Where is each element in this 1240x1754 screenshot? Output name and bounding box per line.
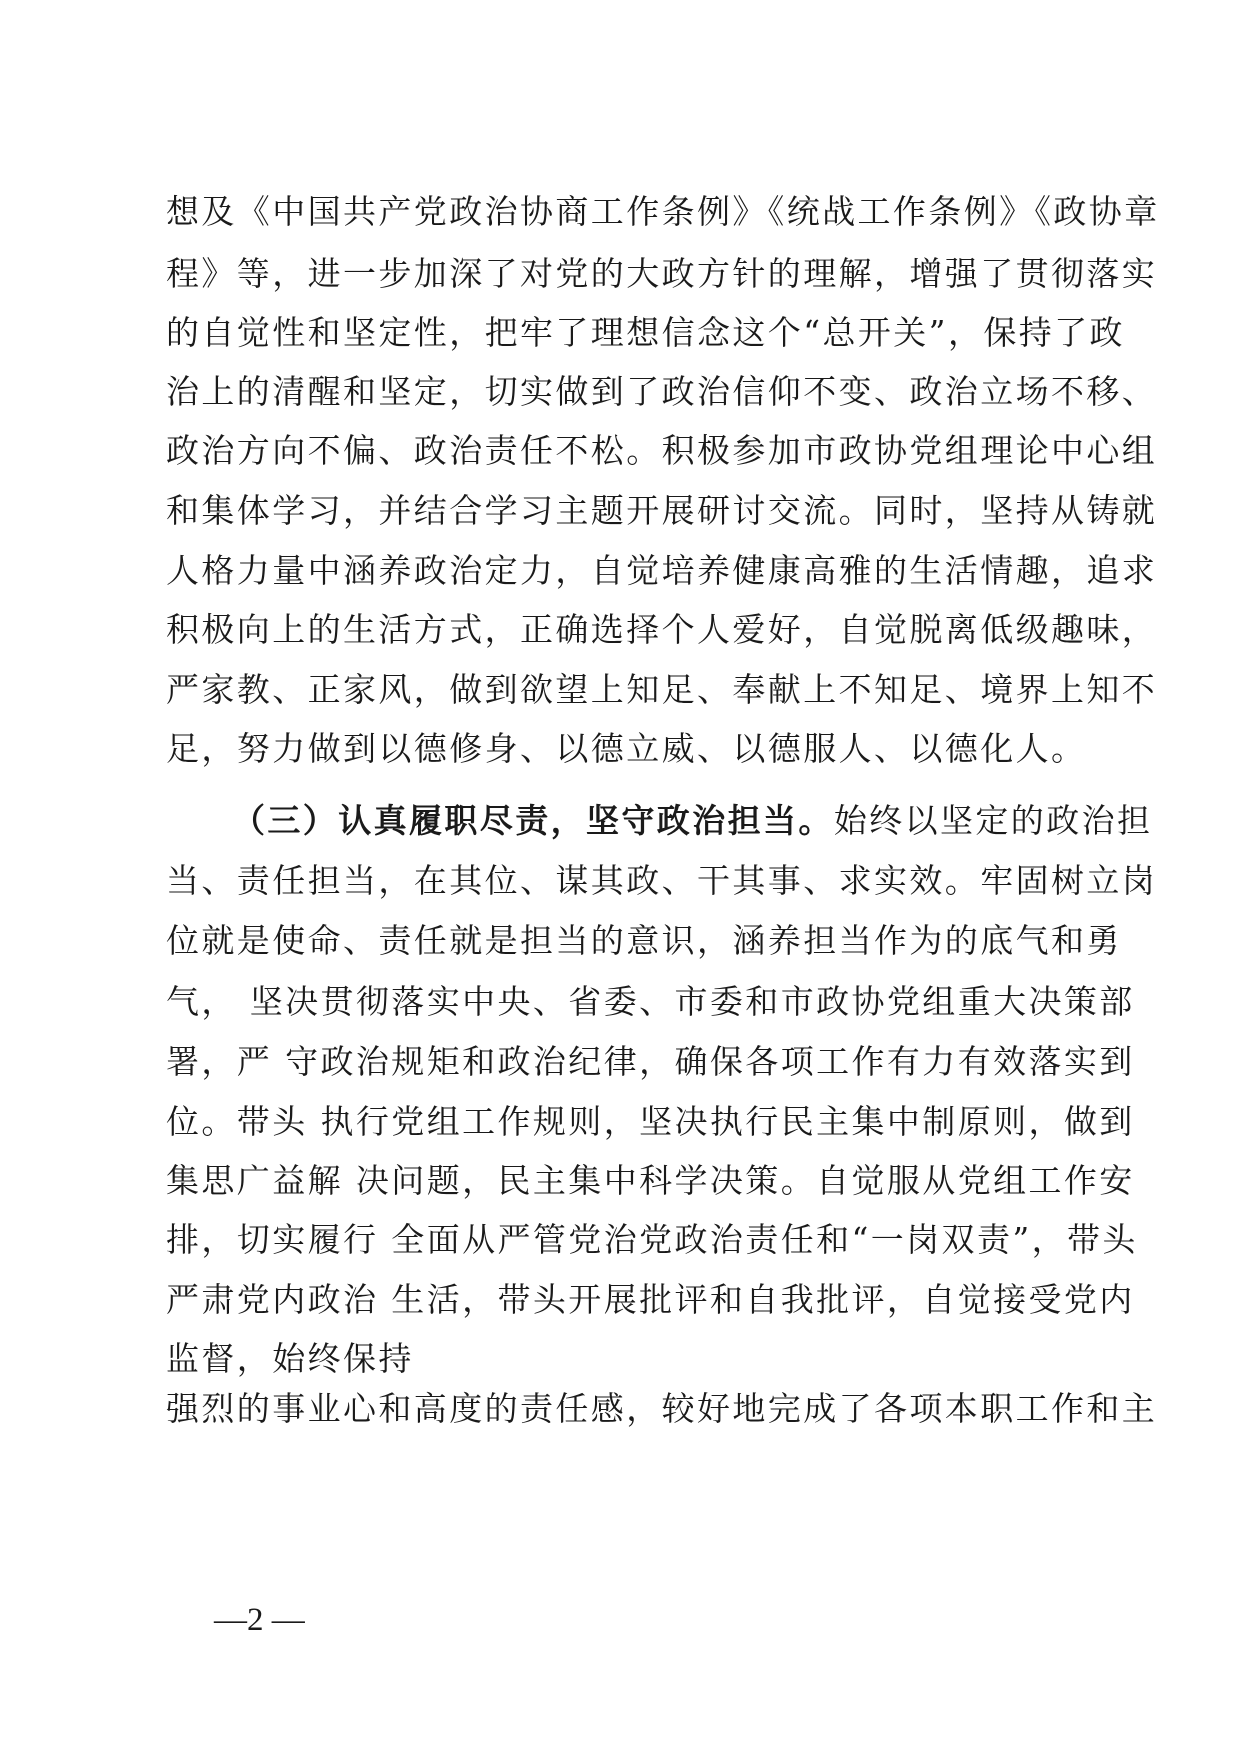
body-line-1: 想及《中国共产党政治协商工作条例》《统战工作条例》《政协章: [166, 192, 1160, 231]
section-line-9: 监督，始终保持: [166, 1339, 414, 1378]
section-line-8: 严肃党内政治 生活，带头开展批评和自我批评，自觉接受党内: [166, 1280, 1135, 1319]
body-line-7: 人格力量中涵养政治定力，自觉培养健康高雅的生活情趣，追求: [166, 551, 1158, 590]
body-line-2: 程》等，进一步加深了对党的大政方针的理解，增强了贯彻落实: [166, 254, 1158, 293]
section-line-6: 集思广益解 决问题，民主集中科学决策。自觉服从党组工作安: [166, 1161, 1135, 1200]
section-line-3: 气， 坚决贯彻落实中央、省委、市委和市政协党组重大决策部: [166, 982, 1135, 1021]
body-line-4: 治上的清醒和坚定，切实做到了政治信仰不变、政治立场不移、: [166, 372, 1158, 411]
body-line-6: 和集体学习，并结合学习主题开展研讨交流。同时，坚持从铸就: [166, 491, 1158, 530]
section-heading-line: [232, 799, 1153, 843]
body-line-8: 积极向上的生活方式，正确选择个人爱好，自觉脱离低级趣味，: [166, 610, 1158, 649]
section-line-7: 排，切实履行 全面从严管党治党政治责任和“一岗双责”，带头: [166, 1220, 1138, 1259]
body-line-3: 的自觉性和坚定性，把牢了理想信念这个“总开关”，保持了政: [166, 313, 1125, 352]
body-line-10: 足，努力做到以德修身、以德立威、以德服人、以德化人。: [166, 729, 1087, 768]
section-line-4: 署，严 守政治规矩和政治纪律，确保各项工作有力有效落实到: [166, 1042, 1135, 1081]
section-heading: （三）认真履职尽责，坚守政治担当。: [232, 801, 834, 840]
body-line-5: 政治方向不偏、政治责任不松。积极参加市政协党组理论中心组: [166, 431, 1158, 470]
page-number: —2 —: [214, 1602, 305, 1638]
body-line-9: 严家教、正家风，做到欲望上知足、奉献上不知足、境界上知不: [166, 670, 1158, 709]
section-line-10: 强烈的事业心和高度的责任感，较好地完成了各项本职工作和主: [166, 1389, 1158, 1428]
section-line-1: 当、责任担当，在其位、谋其政、干其事、求实效。牢固树立岗: [166, 861, 1158, 900]
section-line-2: 位就是使命、责任就是担当的意识，涵养担当作为的底气和勇: [166, 921, 1122, 960]
section-line-5: 位。带头 执行党组工作规则，坚决执行民主集中制原则，做到: [166, 1102, 1135, 1141]
section-heading-continuation: 始终以坚定的政治担: [833, 801, 1153, 840]
